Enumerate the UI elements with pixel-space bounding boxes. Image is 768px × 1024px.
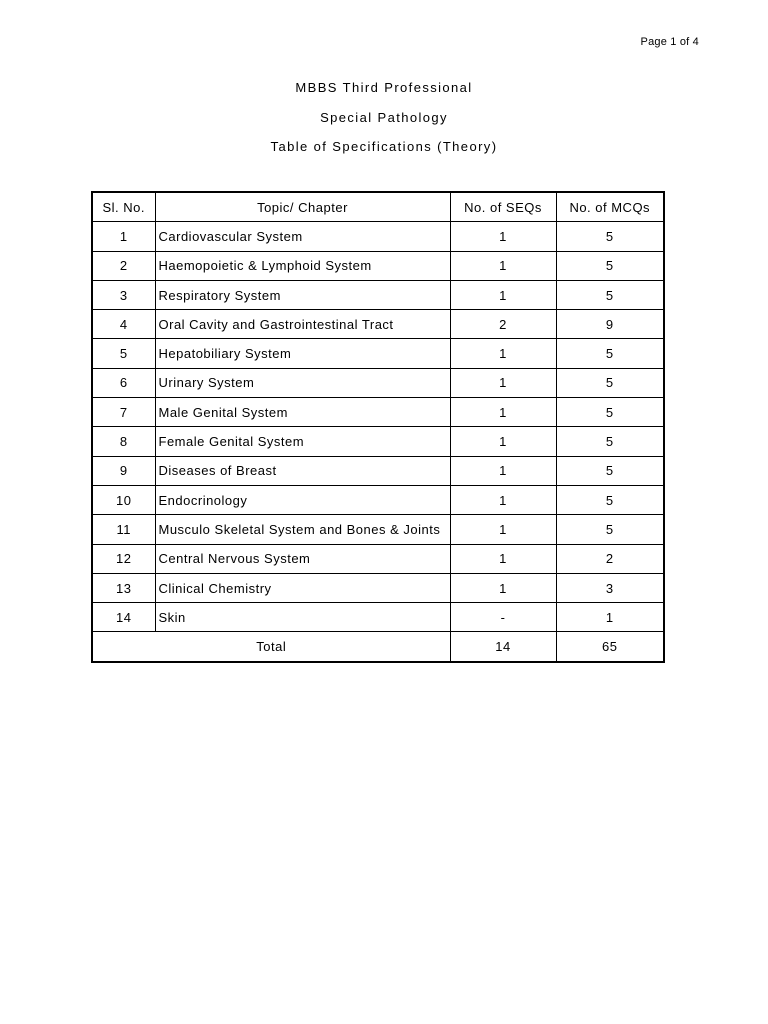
- cell-topic: Male Genital System: [155, 398, 450, 427]
- table-row: [92, 544, 664, 573]
- cell-sl-no: 5: [92, 339, 155, 368]
- cell-sl-no: 3: [92, 280, 155, 309]
- cell-topic: Haemopoietic & Lymphoid System: [155, 251, 450, 280]
- cell-mcqs: 5: [556, 456, 664, 485]
- document-subject: Special Pathology: [320, 110, 448, 125]
- cell-seqs: 1: [450, 339, 556, 368]
- table-header-row: [92, 192, 664, 222]
- cell-seqs: 1: [450, 427, 556, 456]
- cell-mcqs: 3: [556, 573, 664, 602]
- cell-mcqs: 1: [556, 603, 664, 632]
- cell-seqs: 1: [450, 251, 556, 280]
- cell-sl-no: 12: [92, 544, 155, 573]
- table-row: [92, 427, 664, 456]
- cell-seqs: 1: [450, 368, 556, 397]
- table-row: [92, 251, 664, 280]
- cell-topic: Cardiovascular System: [155, 222, 450, 251]
- cell-mcqs: 5: [556, 515, 664, 544]
- cell-sl-no: 9: [92, 456, 155, 485]
- cell-mcqs: 5: [556, 222, 664, 251]
- total-seqs: 14: [450, 632, 556, 662]
- table-row: [92, 339, 664, 368]
- cell-topic: Central Nervous System: [155, 544, 450, 573]
- cell-seqs: 2: [450, 310, 556, 339]
- cell-mcqs: 5: [556, 251, 664, 280]
- cell-mcqs: 5: [556, 398, 664, 427]
- specification-table: [91, 191, 665, 663]
- total-mcqs: 65: [556, 632, 664, 662]
- cell-topic: Diseases of Breast: [155, 456, 450, 485]
- cell-topic: Skin: [155, 603, 450, 632]
- header-mcqs: No. of MCQs: [556, 192, 664, 222]
- table-row: [92, 222, 664, 251]
- cell-sl-no: 10: [92, 485, 155, 514]
- cell-mcqs: 5: [556, 485, 664, 514]
- cell-topic: Oral Cavity and Gastrointestinal Tract: [155, 310, 450, 339]
- cell-mcqs: 5: [556, 368, 664, 397]
- cell-sl-no: 4: [92, 310, 155, 339]
- cell-mcqs: 5: [556, 280, 664, 309]
- table-row: [92, 280, 664, 309]
- cell-seqs: 1: [450, 544, 556, 573]
- table-row: [92, 603, 664, 632]
- header-seqs: No. of SEQs: [450, 192, 556, 222]
- cell-sl-no: 13: [92, 573, 155, 602]
- cell-mcqs: 2: [556, 544, 664, 573]
- cell-topic: Hepatobiliary System: [155, 339, 450, 368]
- cell-sl-no: 2: [92, 251, 155, 280]
- cell-seqs: 1: [450, 398, 556, 427]
- cell-seqs: 1: [450, 280, 556, 309]
- cell-sl-no: 14: [92, 603, 155, 632]
- cell-sl-no: 8: [92, 427, 155, 456]
- cell-seqs: 1: [450, 222, 556, 251]
- cell-sl-no: 1: [92, 222, 155, 251]
- cell-topic: Endocrinology: [155, 485, 450, 514]
- cell-sl-no: 7: [92, 398, 155, 427]
- table-row: [92, 573, 664, 602]
- table-row: [92, 456, 664, 485]
- table-row: [92, 310, 664, 339]
- cell-mcqs: 9: [556, 310, 664, 339]
- cell-sl-no: 11: [92, 515, 155, 544]
- cell-topic: Clinical Chemistry: [155, 573, 450, 602]
- cell-seqs: 1: [450, 485, 556, 514]
- cell-topic: Musculo Skeletal System and Bones & Joints: [155, 515, 450, 544]
- cell-topic: Respiratory System: [155, 280, 450, 309]
- cell-mcqs: 5: [556, 427, 664, 456]
- table-row: [92, 515, 664, 544]
- cell-mcqs: 5: [556, 339, 664, 368]
- document-title: MBBS Third Professional: [295, 80, 473, 95]
- table-row: [92, 398, 664, 427]
- cell-seqs: 1: [450, 573, 556, 602]
- header-topic: Topic/ Chapter: [155, 192, 450, 222]
- total-label: Total: [92, 632, 450, 662]
- page-number: Page 1 of 4: [640, 36, 699, 48]
- table-total-row: [92, 632, 664, 662]
- cell-sl-no: 6: [92, 368, 155, 397]
- table-row: [92, 485, 664, 514]
- table-row: [92, 368, 664, 397]
- cell-topic: Urinary System: [155, 368, 450, 397]
- cell-seqs: -: [450, 603, 556, 632]
- cell-seqs: 1: [450, 515, 556, 544]
- document-subtitle: Table of Specifications (Theory): [270, 139, 498, 154]
- cell-seqs: 1: [450, 456, 556, 485]
- header-sl-no: Sl. No.: [92, 192, 155, 222]
- cell-topic: Female Genital System: [155, 427, 450, 456]
